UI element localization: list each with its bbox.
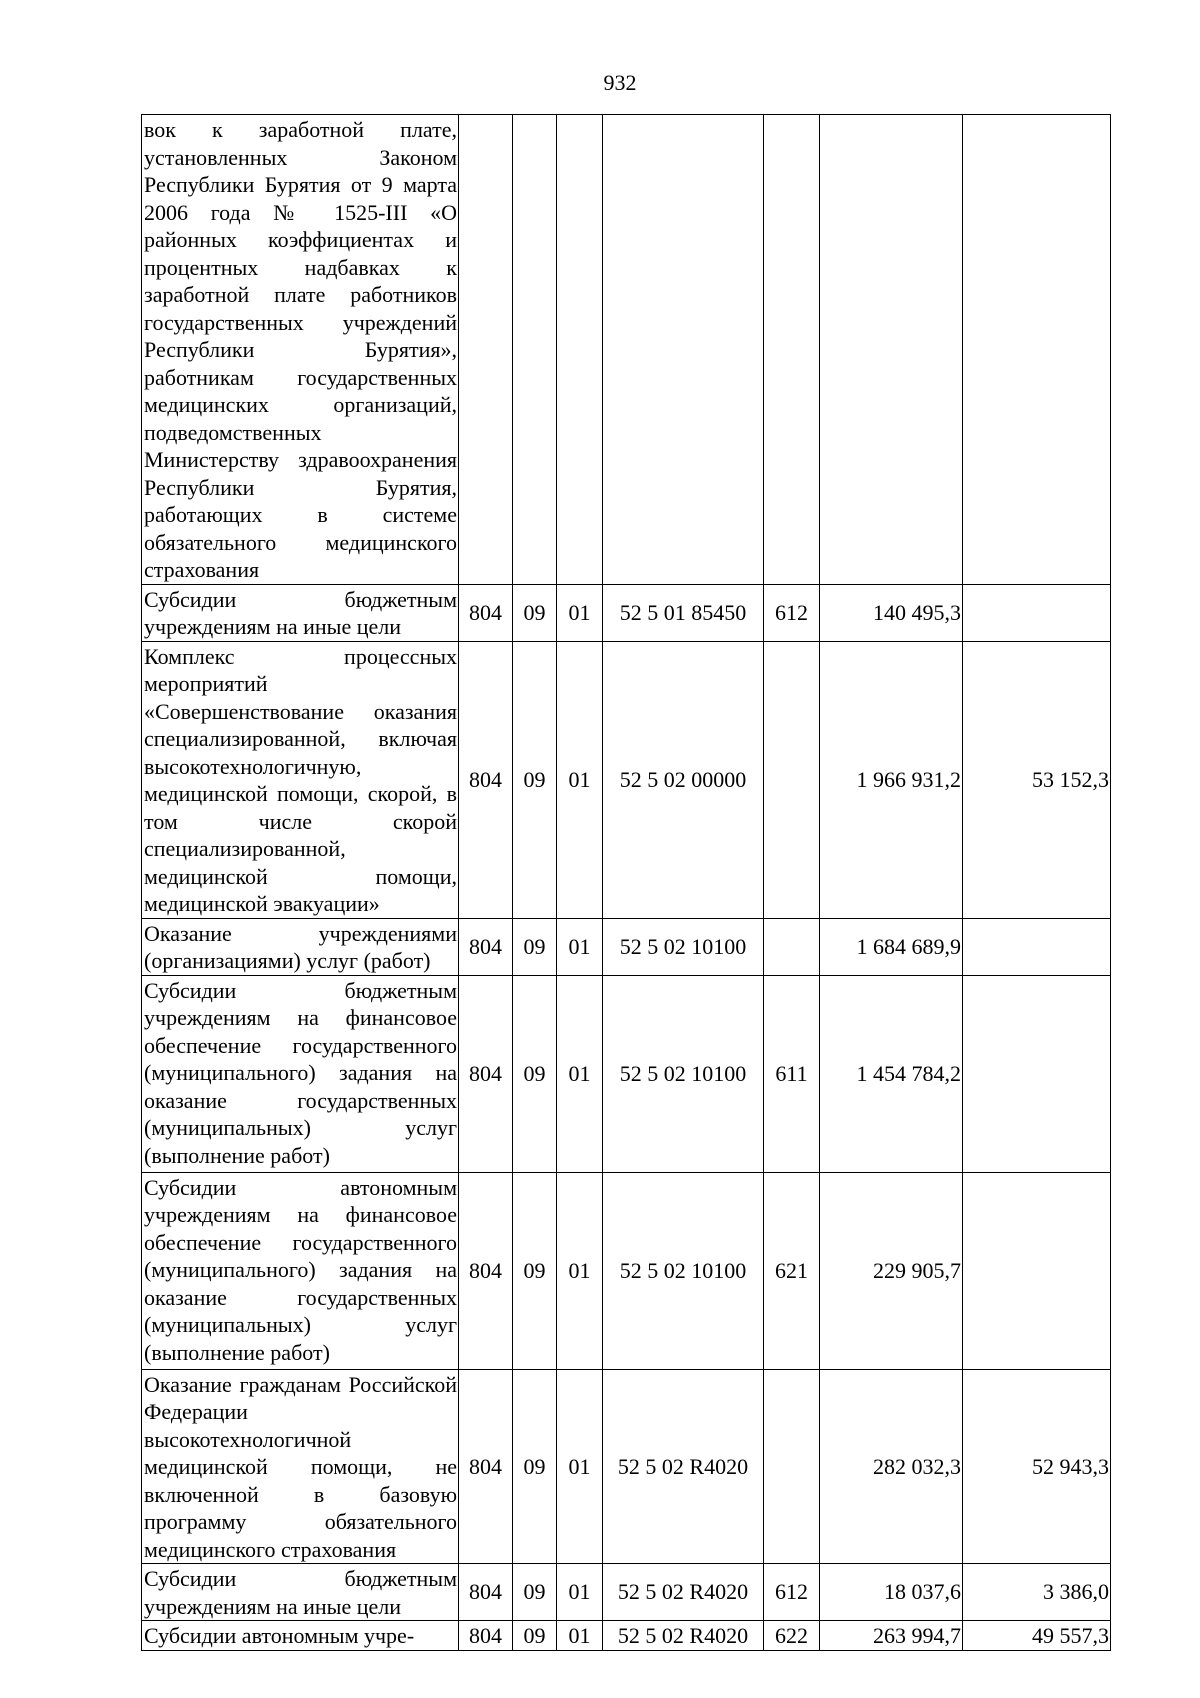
- table-row: [142, 1172, 1111, 1369]
- sum-total-cell: [820, 115, 963, 585]
- page-number: 932: [603, 70, 637, 95]
- ministry-cell: 804: [459, 641, 513, 918]
- section-cell: [513, 115, 557, 585]
- subsection-cell: 01: [557, 584, 603, 641]
- table-row: [142, 918, 1111, 975]
- subsection-cell: 01: [557, 1369, 603, 1564]
- sum-total-cell: 18 037,6: [820, 1564, 963, 1621]
- ministry-cell: 804: [459, 1621, 513, 1651]
- ministry-cell: 804: [459, 1369, 513, 1564]
- section-cell: 09: [513, 1172, 557, 1369]
- sum-federal-cell: 3 386,0: [963, 1564, 1111, 1621]
- sum-federal-cell: 49 557,3: [963, 1621, 1111, 1651]
- sum-federal-cell: 53 152,3: [963, 641, 1111, 918]
- row-name-cell: [142, 1172, 459, 1369]
- sum-total-cell: 1 966 931,2: [820, 641, 963, 918]
- target-article-cell: 52 5 02 R4020: [603, 1621, 764, 1651]
- sum-federal-cell: [963, 975, 1111, 1172]
- row-name-cell: [142, 1369, 459, 1564]
- section-cell: 09: [513, 1564, 557, 1621]
- sum-total-cell: 229 905,7: [820, 1172, 963, 1369]
- sum-federal-cell: [963, 1172, 1111, 1369]
- table-row: [142, 1564, 1111, 1621]
- sum-federal-cell: 52 943,3: [963, 1369, 1111, 1564]
- section-cell: 09: [513, 1369, 557, 1564]
- sum-total-cell: 263 994,7: [820, 1621, 963, 1651]
- subsection-cell: 01: [557, 975, 603, 1172]
- table-row: [142, 975, 1111, 1172]
- row-name-cell: [142, 584, 459, 641]
- expense-type-cell: [764, 918, 820, 975]
- expense-type-cell: 612: [764, 584, 820, 641]
- sum-federal-cell: [963, 584, 1111, 641]
- ministry-cell: 804: [459, 1172, 513, 1369]
- row-name-cell: [142, 975, 459, 1172]
- row-name: Субсидии бюджетным учреждениям на финансовое обеспечение государственного (муниципального) задания на оказание государственных (муниципальных) услуг (выполнение работ): [144, 977, 457, 1168]
- target-article-cell: 52 5 01 85450: [603, 584, 764, 641]
- expense-type-cell: 612: [764, 1564, 820, 1621]
- row-name: Оказание учреждениями (организациями) услуг (работ): [144, 920, 457, 973]
- expense-type-cell: 621: [764, 1172, 820, 1369]
- expense-type-cell: 611: [764, 975, 820, 1172]
- subsection-cell: 01: [557, 1564, 603, 1621]
- row-name-cell: [142, 641, 459, 918]
- table-row: [142, 115, 1111, 585]
- row-name-cell: [142, 1621, 459, 1651]
- row-name: Субсидии бюджетным учреждениям на иные цели: [144, 586, 457, 639]
- table-row: [142, 1621, 1111, 1651]
- section-cell: 09: [513, 1621, 557, 1651]
- target-article-cell: 52 5 02 10100: [603, 975, 764, 1172]
- target-article-cell: 52 5 02 R4020: [603, 1369, 764, 1564]
- row-name-cell: [142, 918, 459, 975]
- section-cell: 09: [513, 584, 557, 641]
- row-name: Субсидии бюджетным учреждениям на иные цели: [144, 1566, 457, 1619]
- sum-total-cell: 1 454 784,2: [820, 975, 963, 1172]
- subsection-cell: 01: [557, 641, 603, 918]
- target-article-cell: 52 5 02 10100: [603, 918, 764, 975]
- sum-federal-cell: [963, 115, 1111, 585]
- table-row: [142, 641, 1111, 918]
- subsection-cell: 01: [557, 918, 603, 975]
- row-name: вок к заработной плате, установленных Законом Республики Бурятия от 9 марта 2006 года № 1525-III «О районных коэффициентах и процентных надбавках к заработной плате работников государственных учреждений Республики Бурятия», работникам государственных медицинских организаций, подведомственных Министерству здравоохранения Республики Бурятия, работающих в системе обязательного медицинского страхования: [144, 117, 457, 582]
- target-article-cell: 52 5 02 R4020: [603, 1564, 764, 1621]
- ministry-cell: 804: [459, 584, 513, 641]
- table-row: [142, 1369, 1111, 1564]
- row-name: Субсидии автономным учреждениям на финансовое обеспечение государственного (муниципального) задания на оказание государственных (муниципальных) услуг (выполнение работ): [144, 1174, 457, 1365]
- sum-total-cell: 140 495,3: [820, 584, 963, 641]
- row-name: Комплекс процессных мероприятий «Совершенствование оказания специализированной, включая высокотехнологичную, медицинской помощи, скорой, в том числе скорой специализированной, медицинской помощи, медицинской эвакуации»: [144, 643, 457, 916]
- expense-type-cell: [764, 115, 820, 585]
- ministry-cell: [459, 115, 513, 585]
- sum-federal-cell: [963, 918, 1111, 975]
- ministry-cell: 804: [459, 975, 513, 1172]
- target-article-cell: [603, 115, 764, 585]
- target-article-cell: 52 5 02 10100: [603, 1172, 764, 1369]
- sum-total-cell: 1 684 689,9: [820, 918, 963, 975]
- ministry-cell: 804: [459, 1564, 513, 1621]
- row-name: Субсидии автономным учре-: [144, 1623, 415, 1649]
- table-row: [142, 584, 1111, 641]
- row-name-cell: [142, 1564, 459, 1621]
- section-cell: 09: [513, 918, 557, 975]
- section-cell: 09: [513, 641, 557, 918]
- row-name: Оказание гражданам Российской Федерации высокотехнологичной медицинской помощи, не включенной в базовую программу обязательного медицинского страхования: [144, 1371, 457, 1562]
- sum-total-cell: 282 032,3: [820, 1369, 963, 1564]
- expense-type-cell: 622: [764, 1621, 820, 1651]
- row-name-cell: [142, 115, 459, 585]
- subsection-cell: 01: [557, 1172, 603, 1369]
- ministry-cell: 804: [459, 918, 513, 975]
- budget-table: [141, 114, 1111, 1651]
- subsection-cell: [557, 115, 603, 585]
- target-article-cell: 52 5 02 00000: [603, 641, 764, 918]
- subsection-cell: 01: [557, 1621, 603, 1651]
- section-cell: 09: [513, 975, 557, 1172]
- expense-type-cell: [764, 641, 820, 918]
- expense-type-cell: [764, 1369, 820, 1564]
